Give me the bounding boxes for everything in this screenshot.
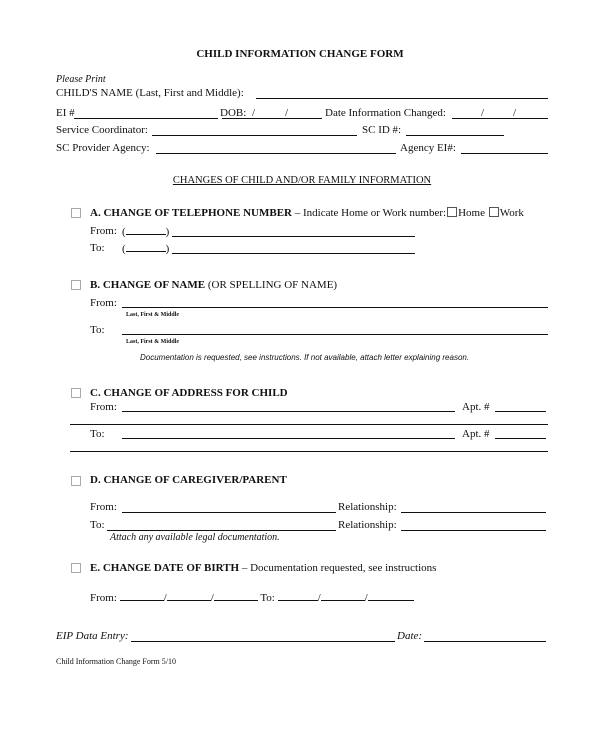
address-to-line2[interactable] [70,451,548,452]
paren: ) [165,226,170,238]
date-changed-field[interactable] [452,118,548,119]
checkbox-caregiver[interactable] [71,476,81,486]
please-print-note: Please Print [56,74,106,85]
relationship-label: Relationship: [338,501,397,513]
checkbox-telephone[interactable] [71,208,81,218]
paren: ( [122,243,126,255]
work-label: Work [499,207,524,219]
section-heading: CHANGES OF CHILD AND/OR FAMILY INFORMATION [172,175,432,186]
phone-from-label: From: [90,225,117,237]
slash: / [317,592,321,604]
checkbox-name[interactable] [71,280,81,290]
section-b-title: B. CHANGE OF NAME [90,279,206,291]
section-d-title: D. CHANGE OF CAREGIVER/PARENT [90,474,287,486]
dob-from-year[interactable] [214,591,258,601]
caregiver-from-field[interactable] [122,512,336,513]
phone-to-area[interactable] [122,242,169,255]
section-e-title: E. CHANGE DATE OF BIRTH [90,562,240,574]
slash: / [364,592,368,604]
footer: Child Information Change Form 5/10 [56,657,176,666]
checkbox-dob[interactable] [71,563,81,573]
agency-ei-field[interactable] [461,153,548,154]
relationship-to-field[interactable] [401,530,546,531]
checkbox-work[interactable] [489,207,499,217]
dob-to-label: To: [260,592,275,604]
slash: / [210,592,214,604]
ei-field[interactable] [74,118,218,119]
relationship-from-field[interactable] [401,512,546,513]
dob-field[interactable] [222,118,322,119]
dob-from-month[interactable] [120,591,164,601]
caregiver-from-label: From: [90,501,117,513]
caregiver-to-field[interactable] [107,530,336,531]
section-b-desc: (OR SPELLING OF NAME) [205,279,338,291]
dob-to-year[interactable] [368,591,414,601]
date-slash: / [513,107,517,119]
dob-change-row [90,591,414,604]
dob-slash: / [285,107,289,119]
dob-from-label: From: [90,592,117,604]
childs-name-label: CHILD'S NAME (Last, First and Middle): [56,87,244,99]
section-e-desc: – Documentation requested, see instructions [239,562,437,574]
name-doc-note: Documentation is requested, see instructions. If not available, attach letter explaining reason. [140,353,470,362]
date-slash: / [481,107,485,119]
agency-ei-label: Agency EI#: [400,142,456,154]
home-label: Home [458,207,485,219]
dob-from-day[interactable] [167,591,211,601]
relationship-label: Relationship: [338,519,397,531]
slash: / [163,592,167,604]
childs-name-field[interactable] [256,98,548,99]
dob-to-day[interactable] [321,591,365,601]
section-c-title: C. CHANGE OF ADDRESS FOR CHILD [90,387,288,399]
address-from-label: From: [90,401,117,413]
address-to-label: To: [90,428,105,440]
name-to-label: To: [90,324,105,336]
name-from-label: From: [90,297,117,309]
name-sublabel: Last, First & Middle [126,312,179,318]
eip-data-entry-field[interactable] [131,641,395,642]
date-field[interactable] [424,641,546,642]
service-coordinator-label: Service Coordinator: [56,124,148,136]
name-to-field[interactable] [122,334,548,335]
checkbox-address[interactable] [71,388,81,398]
address-to-apt-field[interactable] [495,438,546,439]
apt-label: Apt. # [462,428,490,440]
sc-provider-agency-label: SC Provider Agency: [56,142,150,154]
dob-to-month[interactable] [278,591,318,601]
eip-data-entry-label: EIP Data Entry: [56,630,129,642]
sc-provider-agency-field[interactable] [156,153,396,154]
date-label: Date: [397,630,423,642]
phone-from-area[interactable] [122,225,169,238]
date-changed-label: Date Information Changed: [325,107,446,119]
phone-to-label: To: [90,242,105,254]
sc-id-label: SC ID #: [362,124,402,136]
ei-label: EI # [56,107,75,119]
phone-from-field[interactable] [172,236,415,237]
address-from-apt-field[interactable] [495,411,546,412]
address-from-line2[interactable] [70,424,548,425]
address-from-field[interactable] [122,411,455,412]
form-title: CHILD INFORMATION CHANGE FORM [196,48,404,60]
checkbox-home[interactable] [447,207,457,217]
service-coordinator-field[interactable] [152,135,357,136]
caregiver-to-label: To: [90,519,105,531]
address-to-field[interactable] [122,438,455,439]
sc-id-field[interactable] [406,135,504,136]
phone-to-field[interactable] [172,253,415,254]
name-sublabel: Last, First & Middle [126,339,179,345]
dob-label: DOB: [220,107,247,119]
apt-label: Apt. # [462,401,490,413]
paren: ) [165,243,170,255]
section-a-desc: – Indicate Home or Work number: [292,207,447,219]
caregiver-doc-note: Attach any available legal documentation. [110,532,280,543]
section-a-title: A. CHANGE OF TELEPHONE NUMBER [90,207,292,219]
name-from-field[interactable] [122,307,548,308]
paren: ( [122,226,126,238]
dob-slash: / [252,107,256,119]
